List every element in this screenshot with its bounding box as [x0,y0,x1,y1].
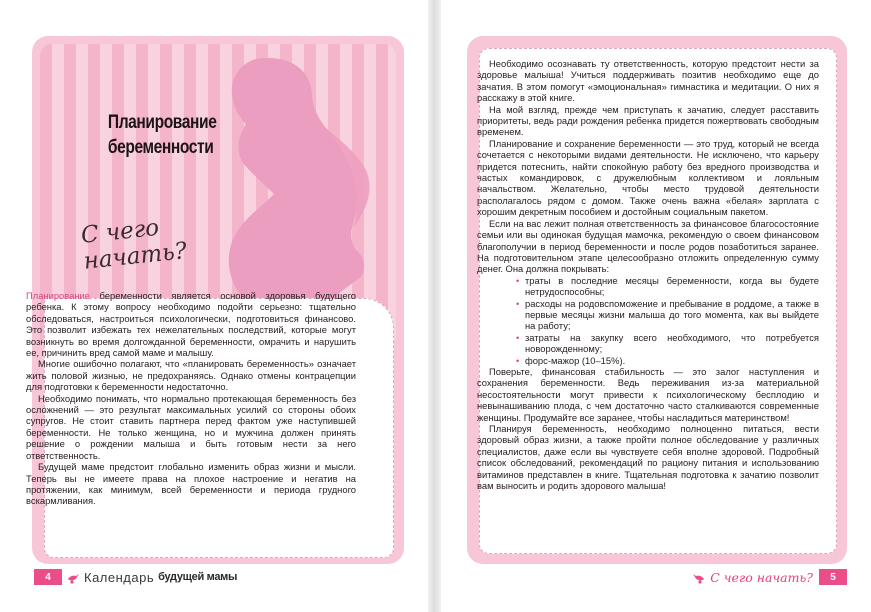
list-item: • расходы на родовспоможение и пребывание в роддоме, а также в первые месяцы жизни малыша до того момента, как вы выйдете на работу; [525,298,819,332]
right-footer [688,568,847,586]
paragraph [26,290,356,358]
paragraph: Планируя беременность, необходимо полноценно питаться, вести здоровый образ жизни, а также пройти полное обследование у различных специалистов, даже если вы чувствуете себя вполне здоровой. Подробный список обследований, рекомендаций по рациону питания и использованию витаминов представлен в книге. Тщательная подготовка к зачатию позволит вам выносить и родить здорового малыша! [477,423,819,492]
stork-icon [692,570,706,584]
left-page [0,0,430,612]
title-block [98,110,217,160]
paragraph: Планирование и сохранение беременности — это труд, который не всегда сочетается с некоторыми видами деятельности. Не исключено, что карьеру придется потеснить, найти спокойную работу без вредного производства и частых командировок, с дружелюбным коллективом и лояльным начальством. Желательно, чтобы место трудовой деятельности располагалось рядом с домом. Также очень важна «белая» зарплата с хорошим декретным пособием и достойным социальным пакетом. [477,137,819,218]
bullet-list [477,275,819,366]
paragraph: Если на вас лежит полная ответственность за финансовое благосостояние семьи или вы одинокая будущая мамочка, рекомендую о своем финансовом благополучии в период беременности и после родов позаботиться заранее. На подготовительном этапе целесообразно отложить определенную сумму денег. Она должна покрывать: [477,217,819,275]
footer-book-title-bold: будущей мамы [158,571,238,583]
list-item: • затраты на закупку всего необходимого, что потребуется новорожденному; [525,332,819,355]
left-body-text [26,290,356,507]
page-subtitle: С чего начать? [79,214,189,275]
book-spine [428,0,442,612]
paragraph: Многие ошибочно полагают, что «планировать беременность» означает жить половой жизнью, не предохраняясь. Однако отмены контрацепции для подготовки к беременности недостаточно. [26,358,356,393]
list-item: • траты в последние месяцы беременности, когда вы будете нетрудоспособны; [525,275,819,298]
paragraph: На мой взгляд, прежде чем приступать к зачатию, следует расставить приоритеты, ведь ради рождения ребенка придется пожертвовать свободным временем. [477,103,819,138]
page-title-line2: беременности [107,137,214,158]
page-number: 5 [819,569,847,585]
right-body-text [477,58,819,491]
footer-chapter-title: С чего начать? [710,569,813,585]
right-page [441,0,871,612]
first-word-highlight: ланирование [32,290,90,301]
paragraph: Необходимо понимать, что нормально протекающая беременность без осложнений — это результат максимальных усилий со стороны обоих супругов. Не стоит ставить партнера перед фактом уже наступившей беременности. Не только женщина, но и мужчина должен принять решение о рождении малыша и быть готовым нести за него ответственность. [26,392,356,461]
paragraph: Поверьте, финансовая стабильность — это залог наступления и сохранения беременности. Ведь переживания из-за материальной несостоятельности могут привести к психологическому бесплодию и невынашиванию плода, с чем достаточно часто сталкиваются современные женщины. Продумайте все заранее, чтобы насладиться материнством! [477,365,819,423]
paragraph: Необходимо осознавать ту ответственность, которую предстоит нести за здоровье малыша! Учиться поддерживать позитив необходимо еще до зачатия. В этом помогут «эмоциональная» гимнастика и медитации. О них я расскажу в этой книге. [477,58,819,104]
footer-book-title: Календарь [84,569,155,585]
page-number: 4 [34,569,62,585]
paragraph-text: беременности является основой здоровья будущего ребенка. К этому вопросу необходимо подойти серьезно: тщательно обследоваться, настроиться психологически, подготовиться финансово. Это позволит избежать тех нежелательных последствий, которые могут возникнуть во время долгожданной беременности, омрачить и нарушить ее, причинить вред самой маме и малышу. [26,290,356,359]
list-item: • форс-мажор (10–15%). [525,355,819,366]
paragraph: Будущей маме предстоит глобально изменить образ жизни и мысли. Теперь вы не имеете права на плохое настроение и негатив на протяжении, как минимум, всей беременности и периода грудного вскармливания. [26,461,356,507]
drop-letter: П [26,290,33,301]
left-footer [34,568,237,586]
page-title-line1: Планирование [107,112,217,133]
stork-icon [66,570,80,584]
